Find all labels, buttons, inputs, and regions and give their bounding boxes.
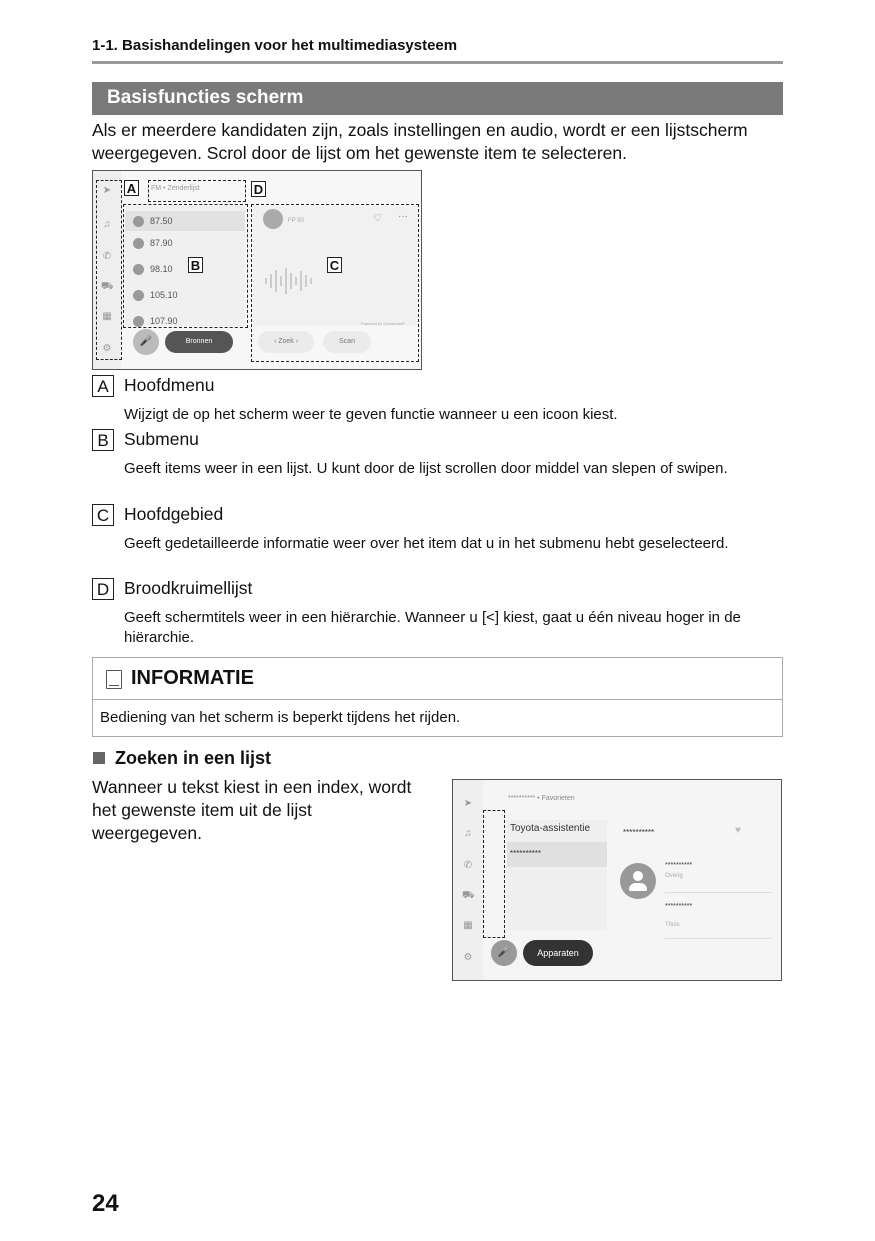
section-intro: Als er meerdere kandidaten zijn, zoals instellingen en audio, wordt er een lijstscherm weergegeven. Scrol door de lijst om het gewenste item te selecteren. [92, 120, 748, 163]
subsection-title: Zoeken in een lijst [115, 748, 272, 768]
highlight-a [96, 180, 122, 360]
index-strip [483, 810, 505, 938]
label-a: A [124, 180, 139, 196]
info-box [92, 657, 783, 737]
header-rule [92, 61, 783, 64]
phone-icon: ✆ [102, 251, 112, 262]
navigation-icon: ➤ [102, 185, 112, 196]
info-header [93, 658, 782, 700]
label-c: C [327, 257, 342, 273]
more-icon: ··· [398, 211, 408, 222]
list-item: 98.10 [133, 262, 173, 276]
contact-entry: ********** [665, 862, 693, 869]
heart-icon: ♡ [373, 213, 382, 224]
powered-by-label: Powered by Gracenote® [361, 321, 405, 326]
microphone-button: 🎤 [133, 329, 159, 355]
detail-name: ********** [623, 828, 655, 837]
legend-description: Wijzigt de op het scherm weer te geven functie wanneer u een icoon kiest. [124, 406, 618, 423]
main-menu-sidebar [453, 780, 483, 980]
legend-description: Geeft gedetailleerde informatie weer over het item dat u in het submenu hebt geselecteerd. [124, 535, 729, 552]
car-icon: ⛟ [462, 890, 475, 901]
phone-icon: ✆ [463, 860, 473, 871]
avatar [620, 863, 656, 899]
music-icon: ♫ [464, 828, 472, 839]
book-icon [106, 670, 122, 689]
car-icon: ⛟ [101, 281, 114, 292]
bronnen-button: Bronnen [165, 331, 233, 353]
apps-icon: ▦ [463, 920, 473, 931]
legend-title: Submenu [124, 429, 199, 449]
screen-illustration-search [452, 779, 782, 981]
list-item: 87.90 [133, 236, 173, 250]
breadcrumb: ********** • Favorieten [508, 795, 575, 802]
list-item: ********** [510, 849, 542, 858]
divider [665, 892, 771, 893]
music-icon: ♫ [103, 219, 111, 230]
chapter-header: 1-1. Basishandelingen voor het multimediasysteem [92, 37, 458, 54]
legend-description: Geeft schermtitels weer in een hiërarchie. Wanneer u [<] kiest, gaat u één niveau hoger in de hiërarchie. [124, 609, 741, 646]
info-title: INFORMATIE [131, 667, 254, 689]
legend-description: Geeft items weer in een lijst. U kunt door de lijst scrollen door middel van slepen of swipen. [124, 460, 728, 477]
screen-illustration-basic [92, 170, 422, 370]
contact-entry: ********** [665, 903, 693, 910]
subsection-text: Wanneer u tekst kiest in een index, wordt het gewenste item uit de lijst weergegeven. [92, 777, 412, 843]
page-number: 24 [92, 1190, 119, 1217]
highlight-c [251, 204, 419, 362]
legend-title: Broodkruimellijst [124, 578, 253, 598]
zoek-button: ‹ Zoek › [258, 331, 314, 353]
list-item: 87.50 [125, 211, 245, 231]
list-item: Toyota-assistentie [510, 823, 591, 834]
label-d: D [251, 181, 266, 197]
legend-title: Hoofdgebied [124, 504, 224, 524]
legend-key: A [92, 375, 114, 397]
settings-icon: ⚙ [102, 343, 112, 354]
legend-key: B [92, 429, 114, 451]
legend-key: D [92, 578, 114, 600]
apps-icon: ▦ [102, 311, 112, 322]
breadcrumb: FM • Zenderlijst [151, 185, 200, 192]
navigation-icon: ➤ [463, 798, 473, 809]
section-title-bar: Basisfuncties scherm [92, 82, 783, 115]
submenu-list [507, 820, 607, 930]
contact-entry-type: Overig [665, 873, 683, 879]
contact-entry-type: Thuis [665, 922, 680, 928]
label-b: B [188, 257, 203, 273]
apparaten-button: Apparaten [523, 940, 593, 966]
list-item: 107.90 [133, 314, 178, 328]
scan-button: Scan [323, 331, 371, 353]
info-body: Bediening van het scherm is beperkt tijdens het rijden. [100, 709, 461, 726]
list-item: 105.10 [133, 288, 178, 302]
microphone-button: 🎤 [491, 940, 517, 966]
highlight-d [148, 180, 246, 202]
divider [665, 938, 771, 939]
station-label: FP 90 [288, 218, 304, 224]
legend-title: Hoofdmenu [124, 375, 215, 395]
settings-icon: ⚙ [463, 952, 473, 963]
subsection-square-icon [93, 752, 105, 764]
legend-key: C [92, 504, 114, 526]
highlight-b [123, 204, 248, 328]
heart-icon: ♥ [735, 825, 741, 836]
